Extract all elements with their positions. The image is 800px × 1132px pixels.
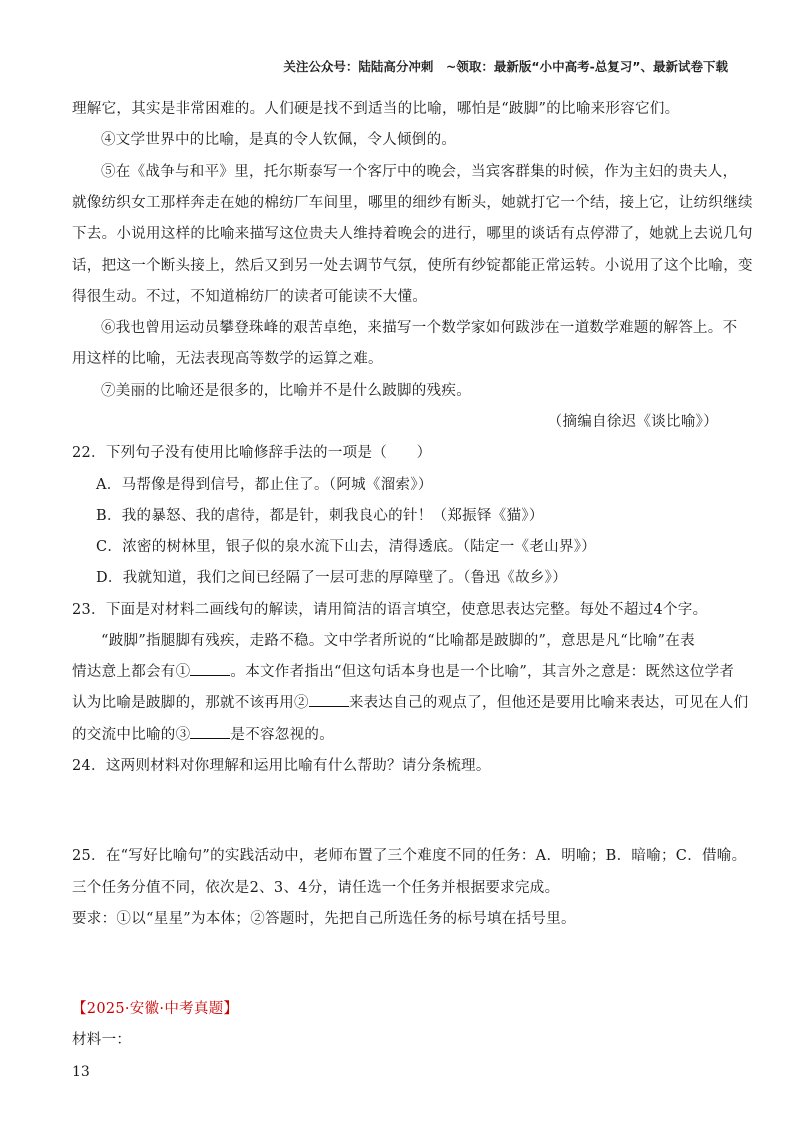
paragraph-5-line: ⑤在《战争与和平》里，托尔斯泰写一个客厅中的晚会，当宾客群集的时候，作为主妇的贵夫人，: [101, 164, 738, 180]
paragraph-4: ④文学世界中的比喻，是真的令人钦佩，令人倾倒的。: [101, 132, 457, 148]
page-number: 13: [72, 1064, 90, 1080]
paragraph-5-line: 得很生动。不过，不知道棉纺厂的读者可能读不大懂。: [72, 289, 428, 305]
paragraph-6-line: 用这样的比喻，无法表现高等数学的运算之难。: [72, 351, 383, 367]
paragraph-5-line: 话，把这一个断头接上，然后又到另一处去调节气氛，使所有纱锭都能正常运转。小说用了这个比喻，变: [72, 258, 753, 274]
option-c: C．浓密的树林里，银子似的泉水流下山去，清得透底。（陆定一《老山界》）: [96, 539, 597, 555]
text-fragment: 的交流中比喻的③: [72, 727, 191, 743]
question-23-line: [72, 723, 334, 744]
question-24: 24．这两则材料对你理解和运用比喻有什么帮助？请分条梳理。: [72, 758, 491, 774]
section-tag: 【2025·安徽·中考真题】: [72, 1001, 239, 1017]
question-25-line: 25．在“写好比喻句”的实践活动中，老师布置了三个难度不同的任务：A．明喻；B．暗喻；C．借喻。: [72, 848, 747, 864]
question-23-line: [72, 660, 734, 681]
question-23-line: [72, 691, 748, 712]
paragraph-7: ⑦美丽的比喻还是很多的，比喻并不是什么跛脚的残疾。: [101, 383, 471, 399]
fill-blank-3: [190, 724, 230, 739]
option-b: B．我的暴怒、我的虐待，都是针，刺我良心的针！（郑振铎《猫》）: [96, 508, 544, 524]
question-22-stem: 22．下列句子没有使用比喻修辞手法的一项是（ ）: [72, 445, 432, 461]
text-fragment: 来表达自己的观点了，但他还是要用比喻来表达，可见在人们: [348, 695, 749, 711]
paragraph-5-line: 下去。小说用这样的比喻来描写这位贵夫人维持着晚会的进行，哪里的谈话有点停滞了，她就上去说几句: [72, 226, 753, 242]
question-25-line: 三个任务分值不同，依次是2、3、4分，请任选一个任务并根据要求完成。: [72, 880, 560, 896]
paragraph-line: 理解它，其实是非常困难的。人们硬是找不到适当的比喻，哪怕是“跛脚”的比喻来形容它们。: [72, 101, 680, 117]
text-fragment: 认为比喻是跛脚的，那就不该再用②: [72, 695, 309, 711]
page-header: 关注公众号：陆陆高分冲刺 ~领取：最新版“小中高考-总复习”、最新试卷下载: [283, 59, 728, 74]
question-25-line: 要求：①以“星星”为本体；②答题时，先把自己所选任务的标号填在括号里。: [72, 911, 576, 927]
option-d: D．我就知道，我们之间已经隔了一层可悲的厚障壁了。（鲁迅《故乡》）: [96, 570, 568, 586]
text-fragment: 情达意上都会有①: [72, 664, 191, 680]
fill-blank-1: [190, 661, 230, 676]
paragraph-6-line: ⑥我也曾用运动员攀登珠峰的艰苦卓绝，来描写一个数学家如何跋涉在一道数学难题的解答上。不: [101, 320, 738, 336]
source-citation: （摘编自徐迟《谈比喻》）: [547, 414, 718, 430]
question-23-stem: 23．下面是对材料二画线句的解读，请用简洁的语言填空，使意思表达完整。每处不超过4个字。: [72, 602, 708, 618]
option-a: A．马帮像是得到信号，都止住了。（阿城《溜索》）: [96, 477, 433, 493]
text-fragment: 。本文作者指出“但这句话本身也是一个比喻”，其言外之意是：既然这位学者: [230, 664, 735, 680]
paragraph-5-line: 就像纺织女工那样奔走在她的棉纺厂车间里，哪里的细纱有断头，她就打它一个结，接上它，让纺织继续: [72, 195, 753, 211]
text-fragment: 是不容忽视的。: [230, 727, 335, 743]
fill-blank-2: [309, 692, 349, 707]
material-label: 材料一：: [72, 1032, 132, 1048]
question-23-line: “跛脚”指腿脚有残疾，走路不稳。文中学者所说的“比喻都是跛脚的”，意思是凡“比喻”在表: [101, 633, 695, 649]
